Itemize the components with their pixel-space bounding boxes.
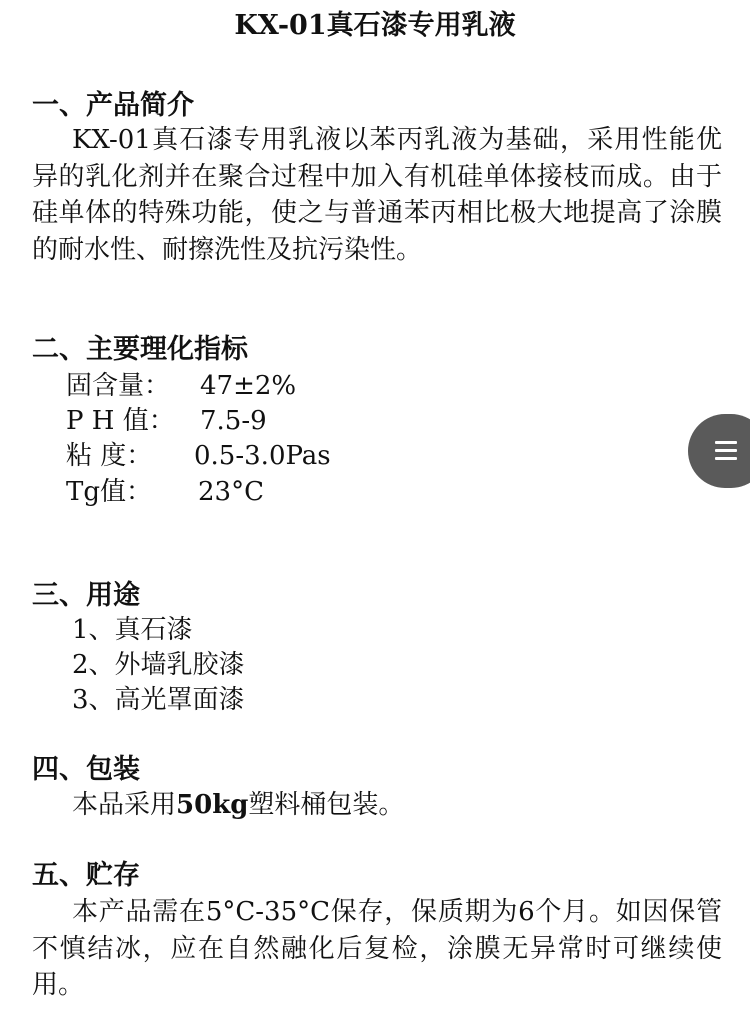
use-item: 2、外墙乳胶漆 <box>72 650 245 680</box>
spec-label: 固含量： <box>66 371 171 401</box>
section-heading-uses: 三、用途 <box>32 580 140 611</box>
spec-value: 0.5-3.0Pas <box>194 441 331 471</box>
menu-button[interactable] <box>688 414 750 488</box>
spec-value: 7.5-9 <box>200 406 267 436</box>
section-heading-storage: 五、贮存 <box>32 860 140 891</box>
spec-label: 粘 度： <box>66 441 153 471</box>
spec-value: 23°C <box>198 477 264 507</box>
section-heading-packaging: 四、包装 <box>32 754 140 785</box>
packaging-text <box>72 787 404 823</box>
storage-paragraph: 本产品需在5°C-35°C保存，保质期为6个月。如因保管不慎结冰，应在自然融化后复检，涂膜无异常时可继续使用。 <box>32 897 722 1000</box>
page-title: KX-01真石漆专用乳液 <box>234 10 516 41</box>
section-heading-specs: 二、主要理化指标 <box>32 334 248 365</box>
intro-paragraph: KX-01真石漆专用乳液以苯丙乳液为基础，采用性能优异的乳化剂并在聚合过程中加入有机硅单体接枝而成。由于硅单体的特殊功能，使之与普通苯丙相比极大地提高了涂膜的耐水性、耐擦洗性及抗污染性。 <box>32 125 722 265</box>
spec-row-viscosity <box>66 438 331 474</box>
spec-row-ph <box>66 403 267 439</box>
packaging-text-after: 塑料桶包装。 <box>248 790 405 820</box>
use-item: 1、真石漆 <box>72 615 193 645</box>
spec-value: 47±2% <box>200 371 297 401</box>
spec-label: Tg值： <box>66 477 152 507</box>
spec-row-tg <box>66 474 264 510</box>
spec-row-solid-content <box>66 368 296 404</box>
packaging-amount: 50kg <box>176 790 249 820</box>
packaging-text-before: 本品采用 <box>72 790 177 820</box>
spec-label: P H 值： <box>66 406 175 436</box>
use-item: 3、高光罩面漆 <box>72 685 245 715</box>
section-heading-intro: 一、产品简介 <box>32 90 194 121</box>
